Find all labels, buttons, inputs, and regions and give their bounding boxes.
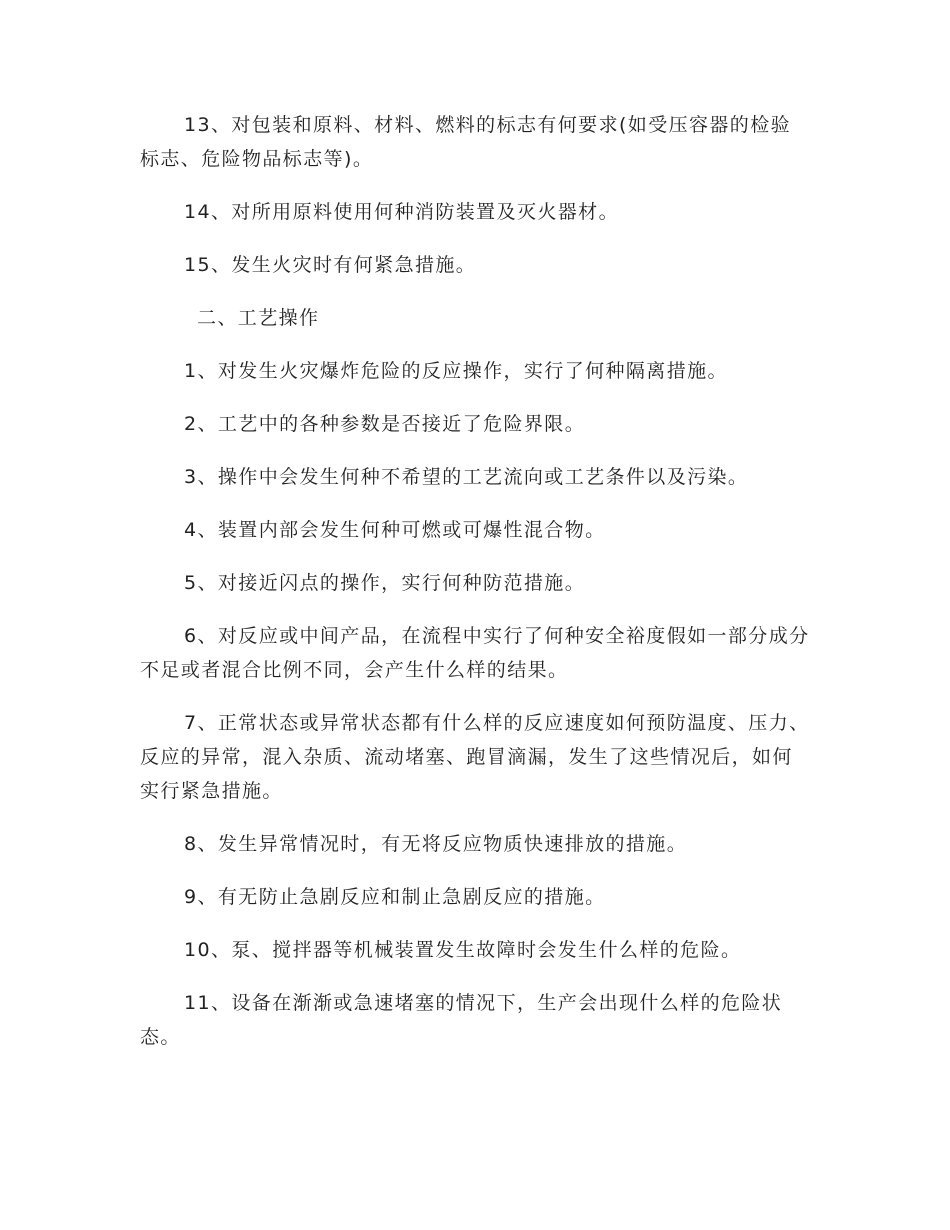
paragraph-item-10: 10、泵、搅拌器等机械装置发生故障时会发生什么样的危险。 <box>184 939 742 961</box>
section-heading: 二、工艺操作 <box>197 307 320 329</box>
paragraph-item-8: 8、发生异常情况时，有无将反应物质快速排放的措施。 <box>184 833 688 855</box>
paragraph-item-9: 9、有无防止急剧反应和制止急剧反应的措施。 <box>184 886 606 908</box>
paragraph-item-14: 14、对所用原料使用何种消防装置及灭火器材。 <box>184 201 619 223</box>
paragraph-item-13: 13、对包装和原料、材料、燃料的标志有何要求(如受压容器的检验标志、危险物品标志等)。 <box>140 114 791 170</box>
document-body <box>140 108 810 1073</box>
paragraph-item-4: 4、装置内部会发生何种可燃或可爆性混合物。 <box>184 519 606 541</box>
paragraph-item-1: 1、对发生火灾爆炸危险的反应操作，实行了何种隔离措施。 <box>184 360 728 382</box>
paragraph-item-3: 3、操作中会发生何种不希望的工艺流向或工艺条件以及污染。 <box>184 466 749 488</box>
paragraph-item-11: 11、设备在渐渐或急速堵塞的情况下，生产会出现什么样的危险状态。 <box>140 992 783 1048</box>
paragraph-item-5: 5、对接近闪点的操作，实行何种防范措施。 <box>184 572 586 594</box>
paragraph-item-7: 7、正常状态或异常状态都有什么样的反应速度如何预防温度、压力、反应的异常，混入杂质、流动堵塞、跑冒滴漏，发生了这些情况后，如何实行紧急措施。 <box>140 712 810 802</box>
paragraph-item-6: 6、对反应或中间产品，在流程中实行了何种安全裕度假如一部分成分不足或者混合比例不同，会产生什么样的结果。 <box>140 625 810 681</box>
paragraph-item-2: 2、工艺中的各种参数是否接近了危险界限。 <box>184 413 586 435</box>
paragraph-item-15: 15、发生火灾时有何紧急措施。 <box>184 254 477 276</box>
